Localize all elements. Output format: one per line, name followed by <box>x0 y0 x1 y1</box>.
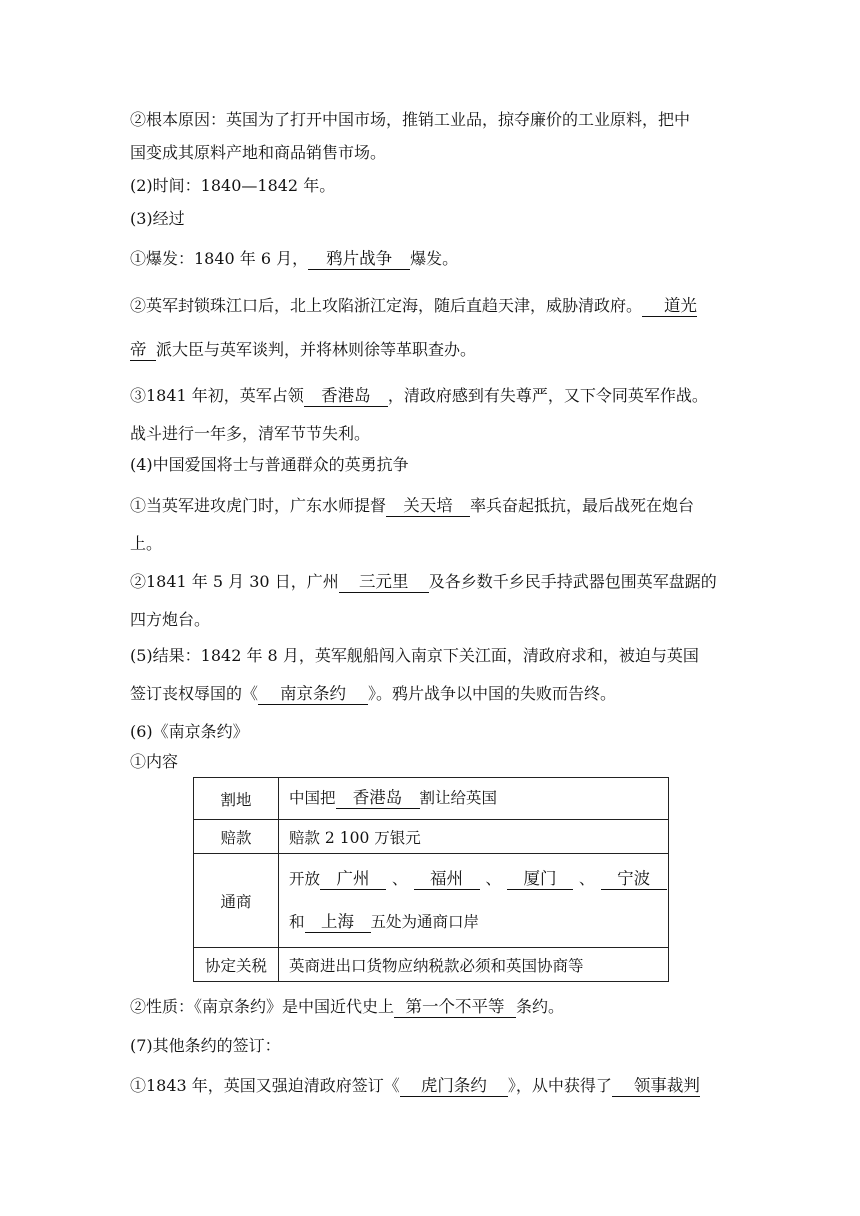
text-line: 签订丧权辱国的《 南京条约 》。鸦片战争以中国的失败而告终。 <box>130 684 617 703</box>
section-heading: (4)中国爱国将士与普通群众的英勇抗争 <box>130 455 409 474</box>
answer-blank: 帝 <box>130 340 156 361</box>
table-key-cell: 赔款 <box>194 820 279 854</box>
text-line: 战斗进行一年多，清军节节失利。 <box>130 424 371 443</box>
answer-blank: 南京条约 <box>258 684 368 705</box>
answer-blank: 关天培 <box>386 496 470 517</box>
text-line: 四方炮台。 <box>130 610 211 629</box>
answer-blank: 道光 <box>642 296 697 317</box>
text-line: ②英军封锁珠江口后，北上攻陷浙江定海，随后直趋天津，威胁清政府。 道光 <box>130 296 698 315</box>
text-line: ①内容 <box>130 752 179 771</box>
answer-blank: 鸦片战争 <box>308 249 410 270</box>
table-value-cell: 开放 广州 、 福州 、 厦门 、 宁波 和 上海 五处为通商口岸 <box>279 854 669 948</box>
section-heading: (3)经过 <box>130 209 185 228</box>
table-row <box>194 948 669 982</box>
table-row <box>194 820 669 854</box>
text-line: (2)时间：1840—1842 年。 <box>130 176 336 195</box>
text-line: ②1841 年 5 月 30 日，广州 三元里 及各乡数千乡民手持武器包围英军盘踞的 <box>130 572 717 591</box>
text-line: ②根本原因：英国为了打开中国市场，推销工业品，掠夺廉价的工业原料，把中 <box>130 110 691 129</box>
text-line: 国变成其原料产地和商品销售市场。 <box>130 143 387 162</box>
table-value-cell: 中国把 香港岛 割让给英国 <box>279 778 669 820</box>
answer-blank: 福州 <box>414 869 480 890</box>
table-value-cell: 赔款 2 100 万银元 <box>279 820 669 854</box>
text-line: ②性质：《南京条约》是中国近代史上 第一个不平等 条约。 <box>130 997 565 1016</box>
text-line: (5)结果：1842 年 8 月，英军舰船闯入南京下关江面，清政府求和，被迫与英国 <box>130 646 699 665</box>
treaty-content-table <box>193 777 669 982</box>
answer-blank: 广州 <box>320 869 386 890</box>
text-line: ①1843 年，英国又强迫清政府签订《 虎门条约 》，从中获得了 领事裁判 <box>130 1076 700 1095</box>
answer-blank: 香港岛 <box>304 386 388 407</box>
table-key-cell: 割地 <box>194 778 279 820</box>
text-line: 帝 派大臣与英军谈判，并将林则徐等革职查办。 <box>130 340 477 359</box>
text-line: 上。 <box>130 534 163 553</box>
text-line: ①爆发：1840 年 6 月， 鸦片战争 爆发。 <box>130 249 459 268</box>
answer-blank: 厦门 <box>507 869 573 890</box>
table-key-cell: 通商 <box>194 854 279 948</box>
text-line: ①当英军进攻虎门时，广东水师提督 关天培 率兵奋起抵抗，最后战死在炮台 <box>130 496 695 515</box>
answer-blank: 三元里 <box>339 572 429 593</box>
answer-blank: 虎门条约 <box>400 1076 508 1097</box>
section-heading: (7)其他条约的签订： <box>130 1036 281 1055</box>
text-line: ③1841 年初，英军占领 香港岛 ，清政府感到有失尊严，又下令同英军作战。 <box>130 386 708 405</box>
answer-blank: 领事裁判 <box>612 1076 700 1097</box>
table-value-cell: 英商进出口货物应纳税款必须和英国协商等 <box>279 948 669 982</box>
answer-blank: 香港岛 <box>336 788 420 809</box>
answer-blank: 宁波 <box>601 869 667 890</box>
section-heading: (6)《南京条约》 <box>130 722 249 741</box>
answer-blank: 第一个不平等 <box>394 997 516 1018</box>
table-key-cell: 协定关税 <box>194 948 279 982</box>
answer-blank: 上海 <box>305 912 371 933</box>
table-row <box>194 778 669 820</box>
table-row <box>194 854 669 948</box>
